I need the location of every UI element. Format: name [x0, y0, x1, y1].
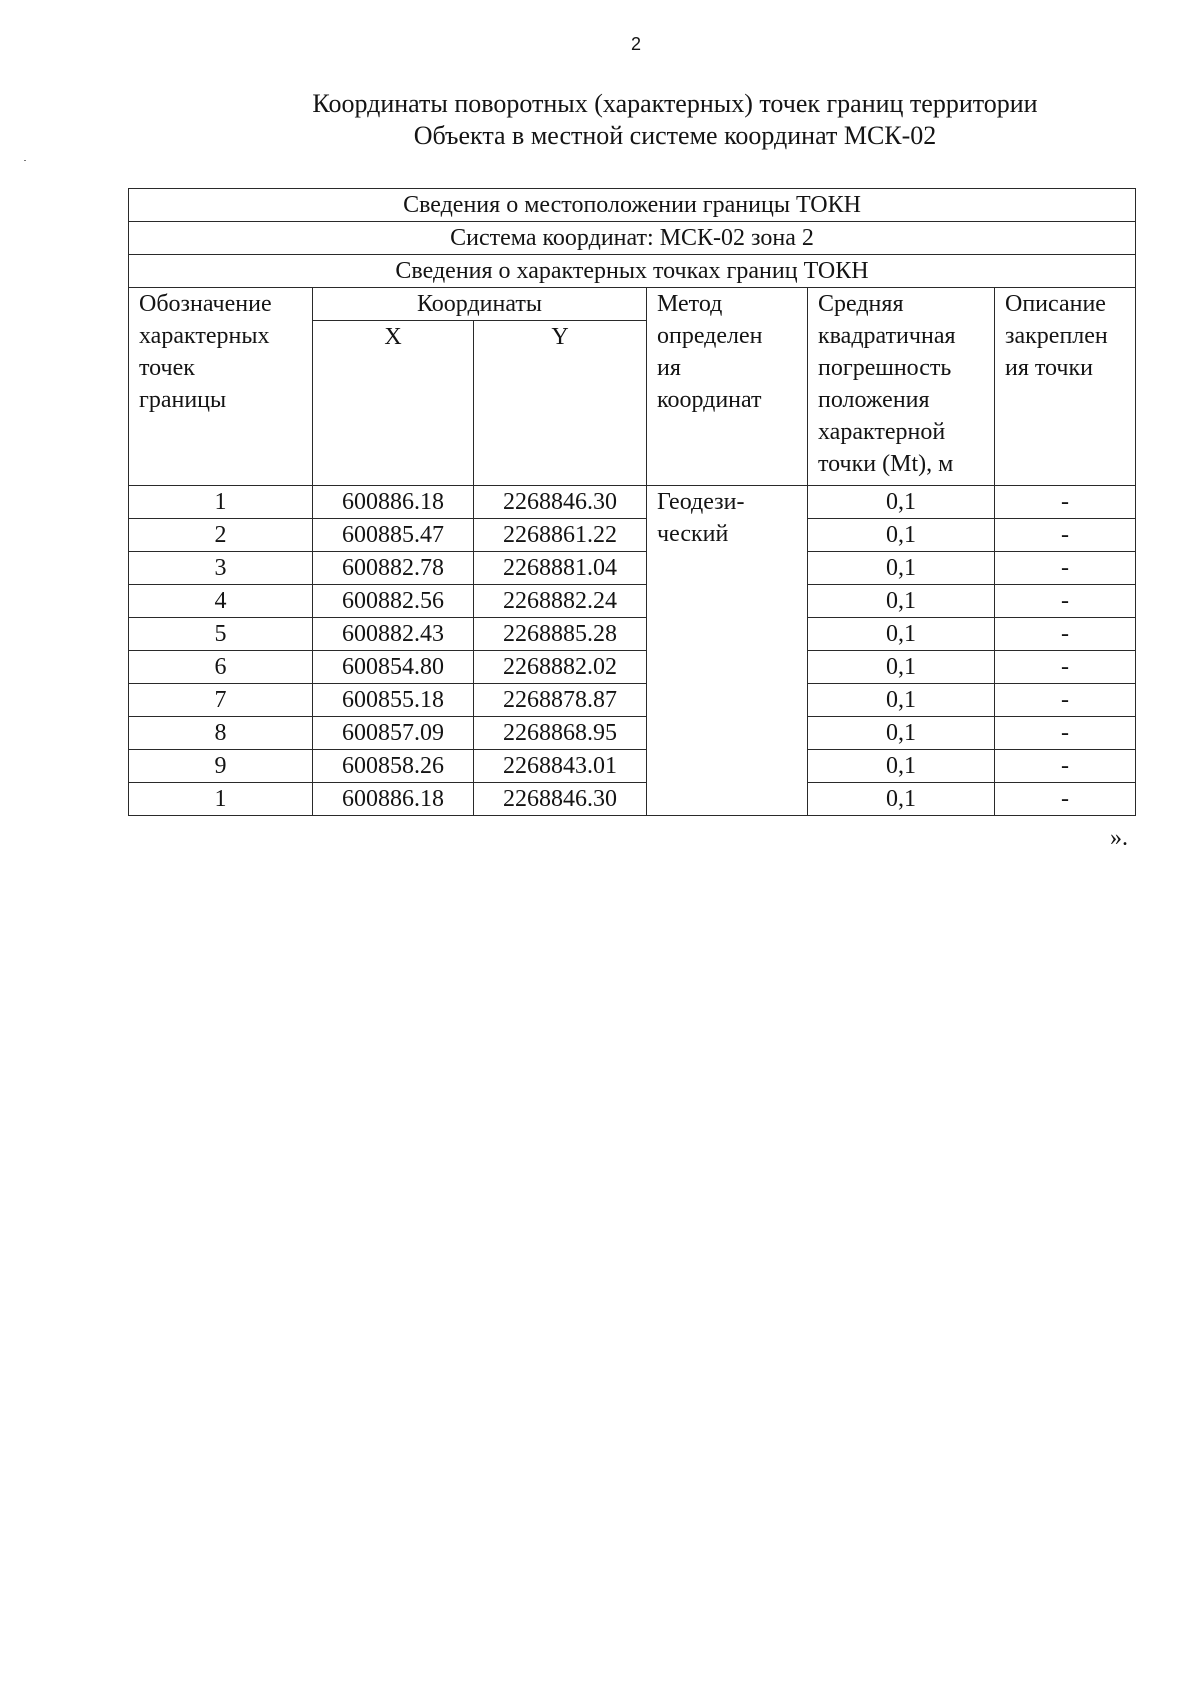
point-cell: 6 [129, 651, 313, 684]
y-coordinate-cell: 2268843.01 [474, 750, 647, 783]
header-y: Y [474, 321, 647, 486]
error-cell: 0,1 [808, 750, 995, 783]
scan-artifact [24, 160, 26, 161]
x-coordinate-cell: 600858.26 [313, 750, 474, 783]
y-coordinate-cell: 2268882.02 [474, 651, 647, 684]
x-coordinate-cell: 600857.09 [313, 717, 474, 750]
table-row [129, 750, 1136, 783]
table-row [129, 486, 1136, 519]
x-coordinate-cell: 600854.80 [313, 651, 474, 684]
closing-quote-mark: ». [1110, 825, 1128, 851]
description-cell: - [995, 750, 1136, 783]
header-x: X [313, 321, 474, 486]
document-title-line-1: Координаты поворотных (характерных) точек границ территории [312, 89, 1038, 118]
x-coordinate-cell: 600886.18 [313, 486, 474, 519]
table-row [129, 519, 1136, 552]
point-cell: 1 [129, 783, 313, 816]
x-coordinate-cell: 600886.18 [313, 783, 474, 816]
header-coordinates: Координаты [313, 288, 647, 321]
x-coordinate-cell: 600882.78 [313, 552, 474, 585]
header-method: Метод определен ия координат [647, 288, 808, 486]
table-banner-location: Сведения о местоположении границы ТОКН [129, 189, 1136, 222]
description-cell: - [995, 684, 1136, 717]
error-cell: 0,1 [808, 783, 995, 816]
point-cell: 3 [129, 552, 313, 585]
x-coordinate-cell: 600882.43 [313, 618, 474, 651]
point-cell: 8 [129, 717, 313, 750]
header-description: Описание закреплен ия точки [995, 288, 1136, 486]
table-row [129, 552, 1136, 585]
description-cell: - [995, 486, 1136, 519]
error-cell: 0,1 [808, 717, 995, 750]
y-coordinate-cell: 2268846.30 [474, 783, 647, 816]
y-coordinate-cell: 2268882.24 [474, 585, 647, 618]
coordinates-table [128, 188, 1136, 816]
y-coordinate-cell: 2268846.30 [474, 486, 647, 519]
table-banner-points: Сведения о характерных точках границ ТОКН [129, 255, 1136, 288]
point-cell: 9 [129, 750, 313, 783]
y-coordinate-cell: 2268868.95 [474, 717, 647, 750]
y-coordinate-cell: 2268881.04 [474, 552, 647, 585]
error-cell: 0,1 [808, 519, 995, 552]
table-row [129, 717, 1136, 750]
point-cell: 7 [129, 684, 313, 717]
x-coordinate-cell: 600882.56 [313, 585, 474, 618]
y-coordinate-cell: 2268861.22 [474, 519, 647, 552]
page-number: 2 [630, 34, 641, 54]
description-cell: - [995, 717, 1136, 750]
table-row [129, 618, 1136, 651]
error-cell: 0,1 [808, 552, 995, 585]
x-coordinate-cell: 600885.47 [313, 519, 474, 552]
table-banner-coordinate-system: Система координат: МСК-02 зона 2 [129, 222, 1136, 255]
error-cell: 0,1 [808, 486, 995, 519]
point-cell: 5 [129, 618, 313, 651]
y-coordinate-cell: 2268885.28 [474, 618, 647, 651]
point-cell: 2 [129, 519, 313, 552]
error-cell: 0,1 [808, 585, 995, 618]
method-value-cell: Геодези- ческий [647, 486, 808, 816]
table-row [129, 651, 1136, 684]
table-row [129, 684, 1136, 717]
y-coordinate-cell: 2268878.87 [474, 684, 647, 717]
description-cell: - [995, 783, 1136, 816]
error-cell: 0,1 [808, 618, 995, 651]
table-row [129, 585, 1136, 618]
x-coordinate-cell: 600855.18 [313, 684, 474, 717]
description-cell: - [995, 519, 1136, 552]
error-cell: 0,1 [808, 651, 995, 684]
point-cell: 4 [129, 585, 313, 618]
table-row [129, 783, 1136, 816]
description-cell: - [995, 618, 1136, 651]
header-point-designation: Обозначение характерных точек границы [129, 288, 313, 486]
error-cell: 0,1 [808, 684, 995, 717]
document-title-line-2: Объекта в местной системе координат МСК-02 [413, 121, 937, 150]
description-cell: - [995, 552, 1136, 585]
point-cell: 1 [129, 486, 313, 519]
description-cell: - [995, 651, 1136, 684]
description-cell: - [995, 585, 1136, 618]
header-mean-square-error: Средняя квадратичная погрешность положения характерной точки (Mt), м [808, 288, 995, 486]
